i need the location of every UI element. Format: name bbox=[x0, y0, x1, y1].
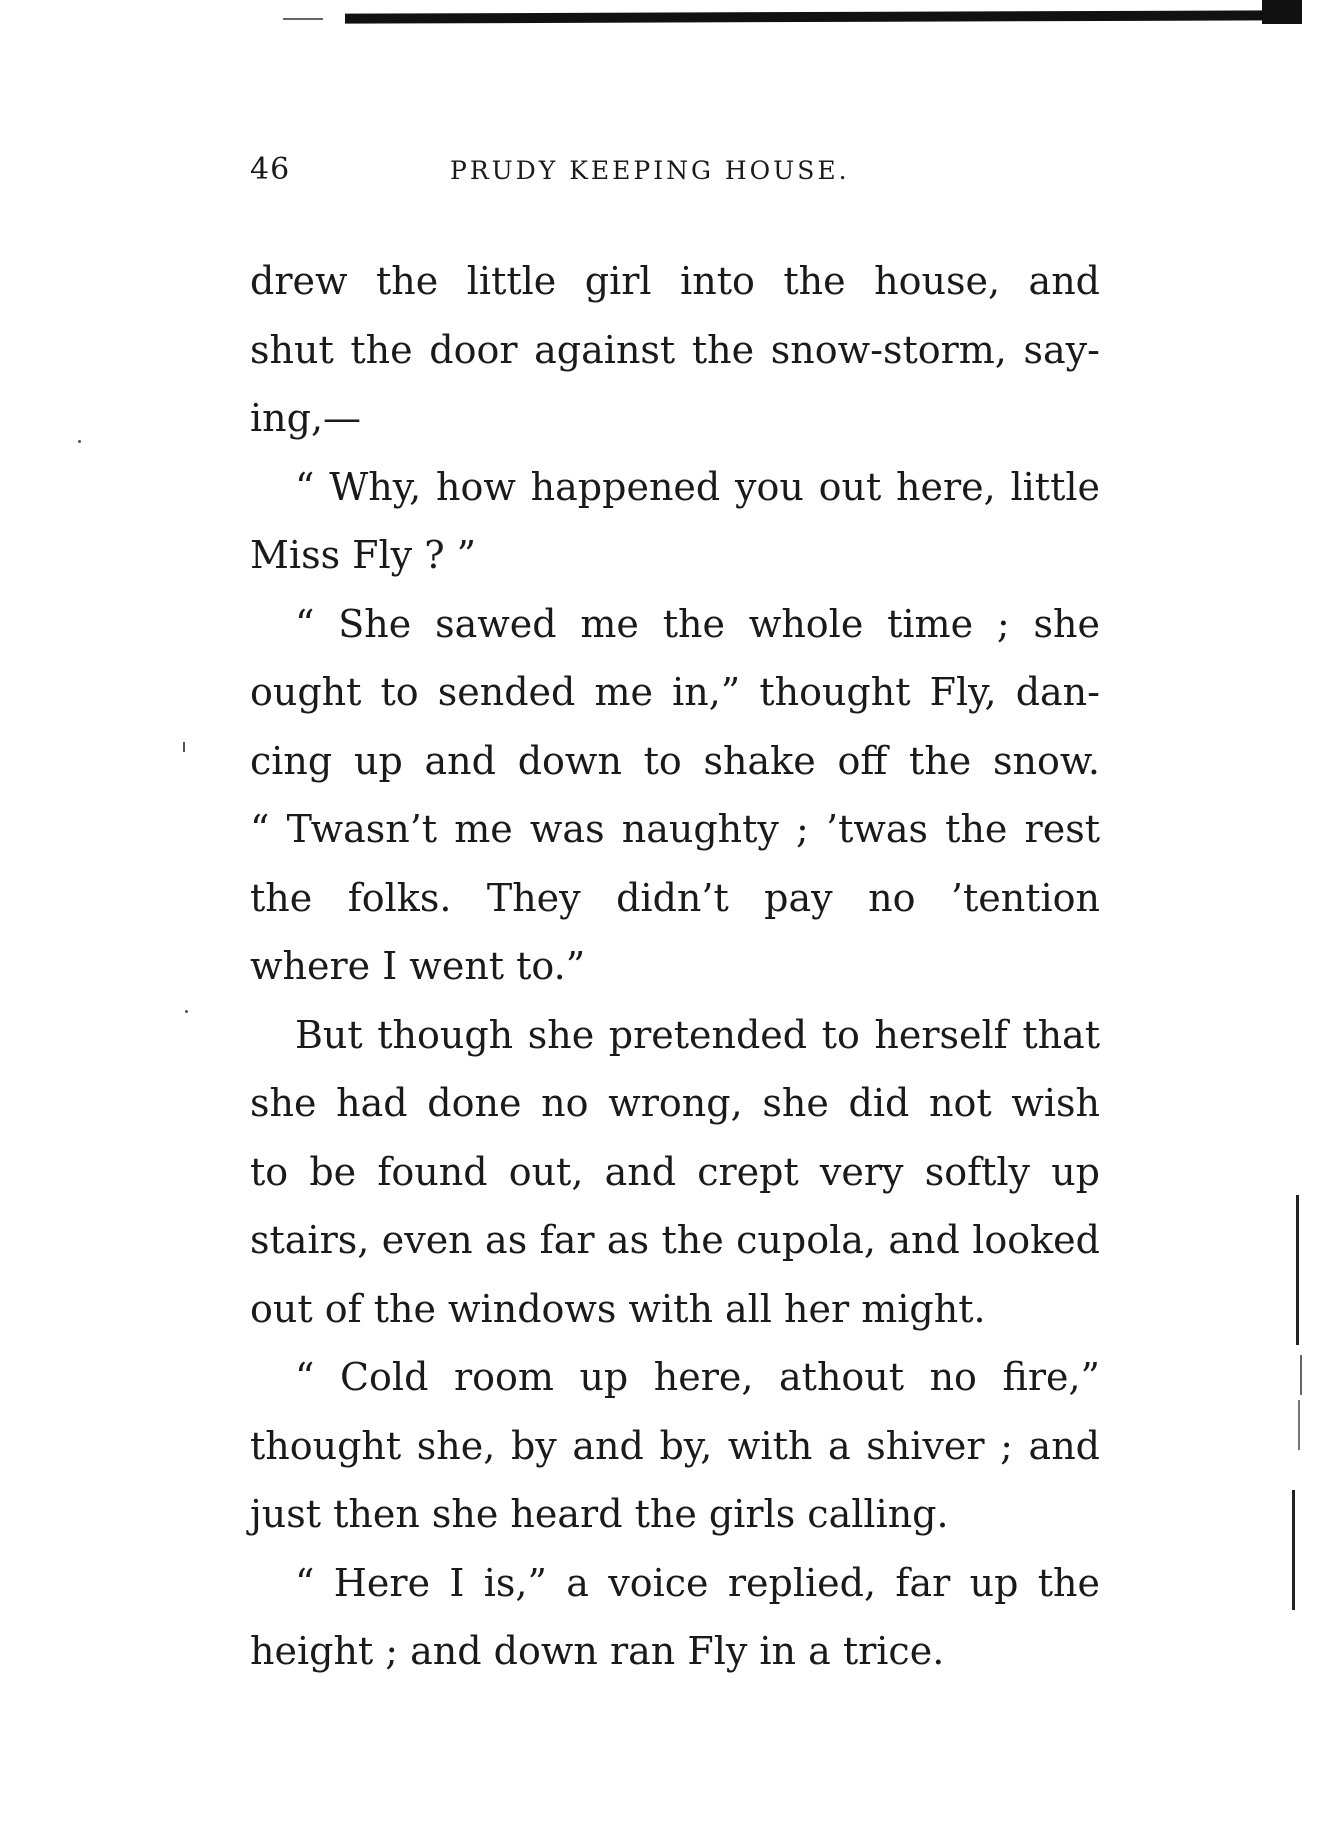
text-line: “ Cold room up here, athout no fire,” bbox=[295, 1355, 1100, 1399]
body-text bbox=[250, 247, 1100, 1686]
text-line: shut the door against the snow-storm, say- bbox=[250, 327, 1100, 372]
text-line: where I went to.” bbox=[250, 944, 586, 988]
text-line: “ Why, how happened you out here, little bbox=[295, 464, 1100, 509]
text-line: out of the windows with all her might. bbox=[250, 1286, 986, 1331]
paper-speck bbox=[183, 742, 185, 752]
text-line: she had done no wrong, she did not wish bbox=[250, 1081, 1100, 1125]
binding-edge-mark bbox=[1300, 1355, 1302, 1395]
top-edge-mark bbox=[283, 18, 323, 20]
text-line: drew the little girl into the house, and bbox=[250, 259, 1100, 303]
text-line: “ Twasn’t me was naughty ; ’twas the rest bbox=[250, 807, 1100, 851]
binding-edge-mark bbox=[1292, 1490, 1295, 1610]
text-line: But though she pretended to herself that bbox=[295, 1012, 1100, 1057]
text-line: stairs, even as far as the cupola, and looked bbox=[250, 1218, 1100, 1262]
text-line: thought she, by and by, with a shiver ; and bbox=[250, 1423, 1100, 1468]
text-line: ought to sended me in,” thought Fly, dan- bbox=[250, 670, 1100, 714]
binding-edge-mark bbox=[1298, 1400, 1300, 1450]
text-line: just then she heard the girls calling. bbox=[250, 1492, 949, 1536]
text-line: “ She sawed me the whole time ; she bbox=[295, 601, 1100, 646]
page-number: 46 bbox=[250, 152, 291, 187]
text-line: height ; and down ran Fly in a trice. bbox=[250, 1629, 945, 1673]
paper-speck bbox=[78, 440, 81, 443]
text-line: cing up and down to shake off the snow. bbox=[250, 738, 1100, 783]
text-line: ing,— bbox=[250, 396, 362, 440]
running-title: PRUDY KEEPING HOUSE. bbox=[450, 156, 850, 185]
top-rule bbox=[345, 10, 1283, 23]
text-line: to be found out, and crept very softly up bbox=[250, 1149, 1100, 1194]
text-line: the folks. They didn’t pay no ’tention bbox=[250, 875, 1100, 920]
paper-speck bbox=[185, 1010, 188, 1013]
text-line: Miss Fly ? ” bbox=[250, 533, 477, 577]
text-line: “ Here I is,” a voice replied, far up the bbox=[295, 1560, 1100, 1605]
binding-edge-mark bbox=[1296, 1195, 1299, 1345]
top-rule-end bbox=[1262, 0, 1302, 24]
running-head bbox=[250, 152, 1100, 192]
